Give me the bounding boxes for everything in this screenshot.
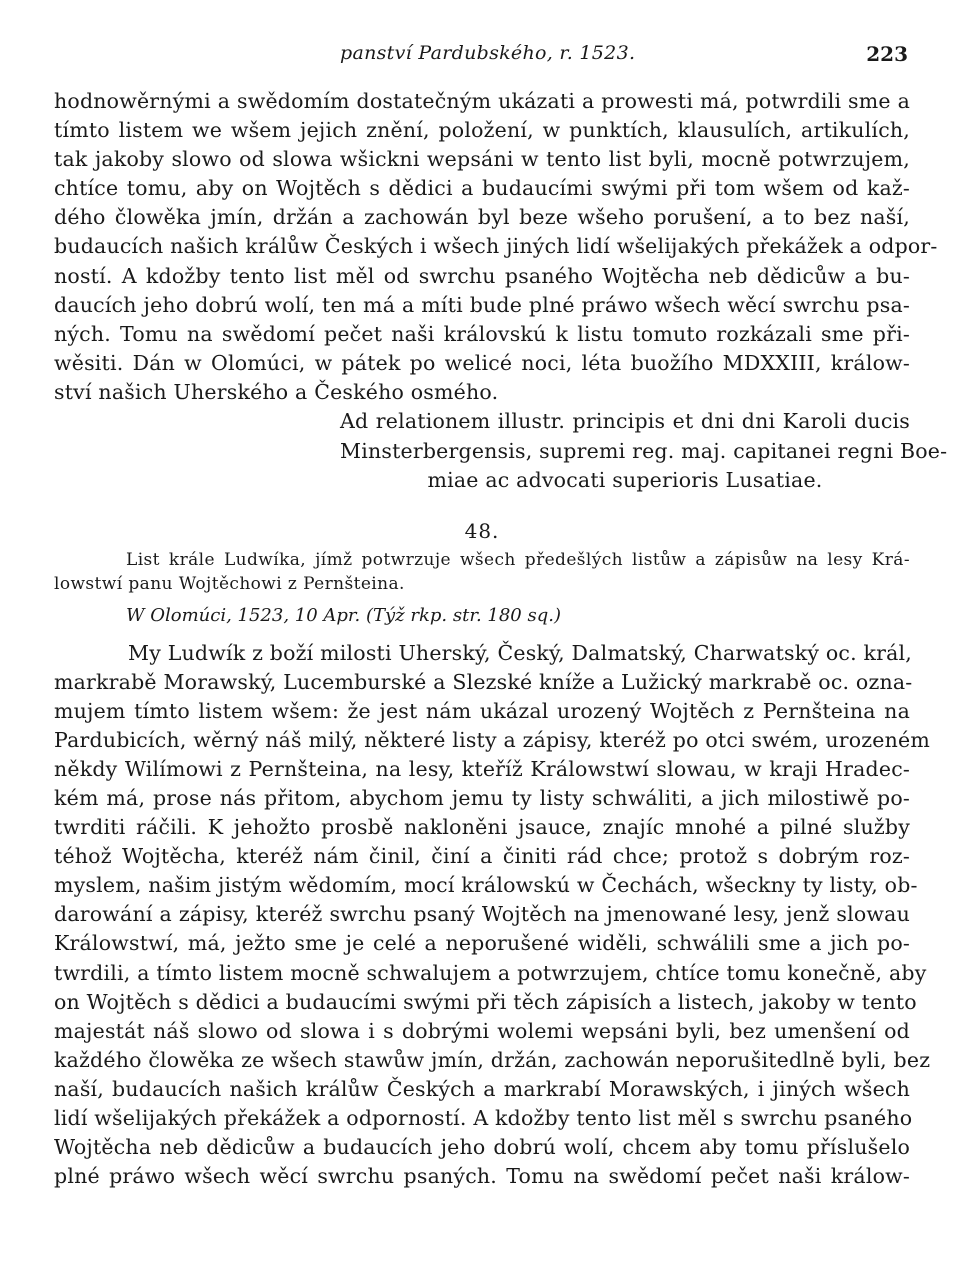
- summary-line: List krále Ludwíka, jímž potwrzuje wšech předešlých listůw a zápisůw na lesy Krá-: [126, 549, 910, 570]
- document-summary: [54, 548, 910, 597]
- relation-note: [340, 407, 948, 496]
- page-number: 223: [866, 42, 908, 66]
- text-line: on Wojtěch s dědici a budaucími swými při těch zápisích a listech, jakoby w tento: [54, 989, 917, 1014]
- page-body: [54, 87, 948, 1191]
- text-line: naší, budaucích našich králůw Českých a markrabí Morawských, i jiných wšech: [54, 1076, 910, 1101]
- running-head: [0, 42, 960, 72]
- text-line: téhož Wojtěcha, kteréž nám činil, činí a činiti rád chce; protož s dobrým roz-: [54, 844, 910, 869]
- running-title: panství Pardubského, r. 1523.: [340, 42, 636, 64]
- text-line: twrditi ráčili. K jehožto prosbě nakloněni jsauce, znajíc mnohé a pilné služby: [54, 815, 910, 840]
- text-line: My Ludwík z boží milosti Uherský, Český, Dalmatský, Charwatský oc. král,: [128, 640, 913, 665]
- text-line: wěsiti. Dán w Olomúci, w pátek po welicé noci, léta buožího MDXXIII, králow-: [54, 350, 910, 375]
- text-line: ných. Tomu na swědomí pečet naši královskú k listu tomuto rozkázali sme při-: [54, 321, 910, 346]
- text-line: kém má, prose nás přitom, abychom jemu ty listy schwáliti, a jich milostiwě po-: [54, 786, 910, 810]
- text-line: Wojtěcha neb dědicůw a budaucích jeho dobrú wolí, chcem aby tomu příslušelo: [54, 1135, 910, 1160]
- text-line: plné práwo wšech wěcí swrchu psaných. Tomu na swědomí pečet naši králow-: [54, 1164, 910, 1189]
- relation-line: Ad relationem illustr. principis et dni dni Karoli ducis: [340, 409, 910, 434]
- text-line: markrabě Morawský, Lucemburské a Slezské kníže a Lužický markrabě oc. ozna-: [54, 669, 913, 694]
- text-line: tak jakoby slowo od slowa wšickni wepsáni w tento list byli, mocně potwrzujem,: [54, 147, 910, 172]
- document-citation: W Olomúci, 1523, 10 Apr. (Týž rkp. str. 180 sq.): [126, 604, 561, 626]
- text-line: hodnowěrnými a swědomím dostatečným ukázati a prowesti má, potwrdili sme a: [54, 89, 910, 113]
- text-line: ství našich Uherského a Českého osmého.: [54, 379, 499, 404]
- text-line: daucích jeho dobrú wolí, ten má a míti bude plné práwo wšech wěcí swrchu psa-: [54, 292, 910, 317]
- text-line: budaucích našich králůw Českých i wšech jiných lidí wšelijakých překážek a odpor-: [54, 234, 938, 259]
- text-line: ností. A kdožby tento list měl od swrchu psaného Wojtěcha neb dědicůw a bu-: [54, 263, 910, 288]
- text-line: Králowstwí, má, ježto sme je celé a neporušené widěli, schwálili sme a jich po-: [54, 931, 910, 956]
- document-text: [54, 639, 931, 1192]
- summary-line: lowstwí panu Wojtěchowi z Pernšteina.: [54, 574, 405, 595]
- text-line: každého člowěka ze wšech stawůw jmín, držán, zachowán neporušitedlně byli, bez: [54, 1047, 931, 1072]
- continued-document-text: [54, 87, 938, 407]
- text-line: někdy Wilímowi z Pernšteina, na lesy, kteříž Králowstwí slowau, w kraji Hradec-: [54, 756, 910, 781]
- relation-line: miae ac advocati superioris Lusatiae.: [427, 468, 823, 493]
- document-number: 48.: [464, 518, 500, 543]
- text-line: chtíce tomu, aby on Wojtěch s dědici a budaucími swými při tom wšem od kaž-: [54, 176, 910, 201]
- text-line: dého člowěka jmín, držán a zachowán byl beze wšeho porušení, a to bez naší,: [54, 205, 910, 230]
- text-line: myslem, našim jistým wědomím, mocí králowskú w Čechách, wšeckny ty listy, ob-: [54, 873, 918, 898]
- text-line: mujem tímto listem wšem: že jest nám ukázal urozený Wojtěch z Pernšteina na: [54, 698, 910, 723]
- relation-line: Minsterbergensis, supremi reg. maj. capitanei regni Boe-: [340, 438, 948, 463]
- text-line: darowání a zápisy, kteréž swrchu psaný Wojtěch na jmenowané lesy, jenž slowau: [54, 902, 910, 927]
- text-line: twrdili, a tímto listem mocně schwalujem a potwrzujem, chtíce tomu konečně, aby: [54, 960, 927, 985]
- text-line: Pardubicích, wěrný náš milý, některé listy a zápisy, kteréž po otci swém, urozeném: [54, 727, 931, 752]
- text-line: tímto listem we wšem jejich znění, položení, w punktích, klausulích, artikulích,: [54, 118, 910, 143]
- text-line: lidí wšelijakých překážek a odporností. A kdožby tento list měl s swrchu psaného: [54, 1106, 913, 1131]
- text-line: majestát náš slowo od slowa i s dobrými wolemi wepsáni byli, bez umenšení od: [54, 1018, 910, 1043]
